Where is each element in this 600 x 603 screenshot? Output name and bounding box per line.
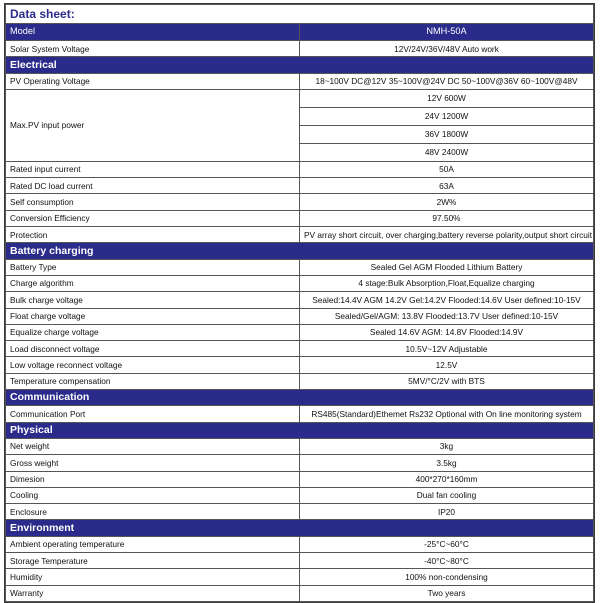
spec-row <box>6 487 594 503</box>
spec-label: Bulk charge voltage <box>6 292 300 308</box>
section-heading: Environment <box>6 520 594 536</box>
spec-value: Sealed:14.4V AGM 14.2V Gel:14.2V Flooded:14.6V User defined:10-15V <box>300 292 594 308</box>
spec-label: Float charge voltage <box>6 308 300 324</box>
spec-row <box>6 308 594 324</box>
spec-row <box>6 194 594 210</box>
section-heading: Physical <box>6 422 594 438</box>
section-electrical <box>6 57 594 73</box>
spec-label: Protection <box>6 227 300 243</box>
spec-value: 36V 1800W <box>300 125 593 143</box>
spec-value: Sealed 14.6V AGM: 14.8V Flooded:14.9V <box>300 324 594 340</box>
spec-row <box>6 471 594 487</box>
spec-row <box>6 227 594 243</box>
spec-row <box>6 455 594 471</box>
spec-label: Conversion Efficiency <box>6 210 300 226</box>
spec-row <box>6 41 594 57</box>
section-battery-charging <box>6 243 594 259</box>
spec-label: Warranty <box>6 585 300 601</box>
model-row <box>6 24 594 41</box>
spec-label: Solar System Voltage <box>6 41 300 57</box>
spec-row <box>6 341 594 357</box>
spec-label: Rated DC load current <box>6 178 300 194</box>
spec-row <box>6 553 594 569</box>
spec-label: Communication Port <box>6 406 300 422</box>
spec-label: Battery Type <box>6 259 300 275</box>
sheet-title: Data sheet: <box>6 5 594 24</box>
spec-value: Two years <box>300 585 594 601</box>
spec-value: PV array short circuit, over charging,battery reverse polarity,output short circuit <box>300 227 594 243</box>
spec-value: Sealed/Gel/AGM: 13.8V Flooded:13.7V User defined:10-15V <box>300 308 594 324</box>
spec-value: IP20 <box>300 504 594 520</box>
data-sheet <box>4 3 595 603</box>
spec-row <box>6 585 594 601</box>
spec-value: 12V/24V/36V/48V Auto work <box>300 41 594 57</box>
spec-label: Cooling <box>6 487 300 503</box>
spec-row <box>6 178 594 194</box>
max-pv-table <box>300 90 593 161</box>
spec-value: 100% non-condensing <box>300 569 594 585</box>
spec-row <box>6 438 594 454</box>
spec-value: Dual fan cooling <box>300 487 594 503</box>
spec-row <box>6 357 594 373</box>
spec-label: Temperature compensation <box>6 373 300 389</box>
spec-label: Enclosure <box>6 504 300 520</box>
section-heading: Battery charging <box>6 243 594 259</box>
spec-value: RS485(Standard)Ethemet Rs232 Optional with On line monitoring system <box>300 406 594 422</box>
spec-row <box>6 536 594 552</box>
spec-value: 12.5V <box>300 357 594 373</box>
spec-value: -40°C~80°C <box>300 553 594 569</box>
section-heading: Electrical <box>6 57 594 73</box>
spec-value: -25°C~60°C <box>300 536 594 552</box>
spec-label: Max.PV input power <box>6 89 300 161</box>
spec-label: Rated input current <box>6 161 300 177</box>
spec-value: 3.5kg <box>300 455 594 471</box>
spec-row <box>6 504 594 520</box>
spec-value: 12V 600W <box>300 90 593 108</box>
spec-label: Ambient operating temperature <box>6 536 300 552</box>
spec-row <box>6 569 594 585</box>
spec-row <box>6 210 594 226</box>
spec-value: 4 stage:Bulk Absorption,Float,Equalize charging <box>300 275 594 291</box>
section-environment <box>6 520 594 536</box>
spec-row-multi <box>6 89 594 161</box>
spec-row <box>6 373 594 389</box>
section-physical <box>6 422 594 438</box>
spec-row <box>6 73 594 89</box>
spec-value: 97.50% <box>300 210 594 226</box>
spec-value: 24V 1200W <box>300 107 593 125</box>
spec-value: 50A <box>300 161 594 177</box>
spec-label: Humidity <box>6 569 300 585</box>
spec-row <box>6 324 594 340</box>
spec-label: Dimesion <box>6 471 300 487</box>
model-value: NMH-50A <box>300 24 594 41</box>
section-communication <box>6 390 594 406</box>
model-label: Model <box>6 24 300 41</box>
spec-value: 10.5V~12V Adjustable <box>300 341 594 357</box>
spec-row <box>6 275 594 291</box>
spec-value: 2W% <box>300 194 594 210</box>
spec-label: Self consumption <box>6 194 300 210</box>
spec-row <box>6 292 594 308</box>
spec-label: Charge algorithm <box>6 275 300 291</box>
spec-value: 3kg <box>300 438 594 454</box>
spec-value: Sealed Gel AGM Flooded Lithium Battery <box>300 259 594 275</box>
title-row <box>6 5 594 24</box>
spec-value: 63A <box>300 178 594 194</box>
spec-label: PV Operating Voltage <box>6 73 300 89</box>
spec-value: 5MV/°C/2V with BTS <box>300 373 594 389</box>
spec-table <box>5 4 594 602</box>
spec-label: Low voltage reconnect voltage <box>6 357 300 373</box>
spec-row <box>6 259 594 275</box>
spec-label: Equalize charge voltage <box>6 324 300 340</box>
spec-value: 48V 2400W <box>424 147 469 158</box>
spec-label: Storage Temperature <box>6 553 300 569</box>
spec-label: Load disconnect voltage <box>6 341 300 357</box>
spec-value: 18~100V DC@12V 35~100V@24V DC 50~100V@36V 60~100V@48V <box>300 73 594 89</box>
spec-label: Gross weight <box>6 455 300 471</box>
section-heading: Communication <box>6 390 594 406</box>
spec-row <box>6 406 594 422</box>
spec-value: 400*270*160mm <box>300 471 594 487</box>
spec-label: Net weight <box>6 438 300 454</box>
spec-value-list <box>300 89 594 161</box>
spec-row <box>6 161 594 177</box>
